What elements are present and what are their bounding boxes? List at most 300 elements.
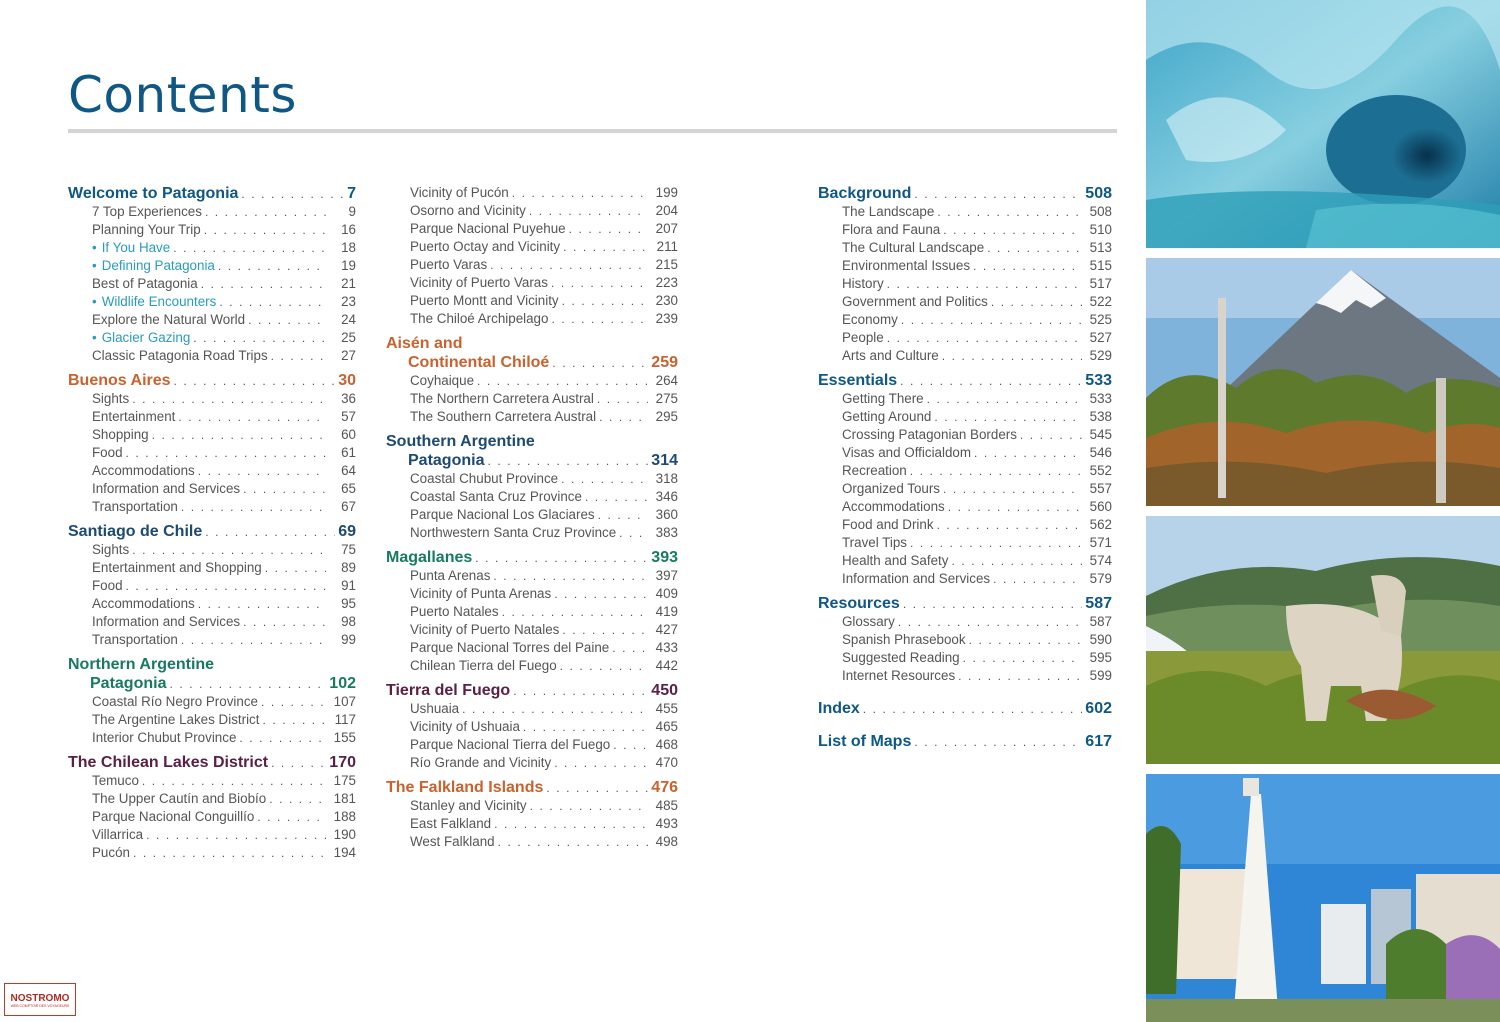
toc-entry[interactable] xyxy=(386,657,678,675)
leader-dots xyxy=(914,185,1082,203)
toc-entry[interactable] xyxy=(68,577,356,595)
toc-entry-label: Best of Patagonia xyxy=(92,276,198,291)
toc-entry-label: Flora and Fauna xyxy=(842,222,941,237)
bullet-icon: • xyxy=(92,294,97,309)
toc-entry[interactable] xyxy=(68,711,356,729)
toc-entry-label: Accommodations xyxy=(92,596,195,611)
leader-dots xyxy=(205,523,335,541)
toc-entry-page: 515 xyxy=(1089,258,1112,273)
section-heading-row[interactable] xyxy=(68,674,356,693)
toc-entry-label: Food xyxy=(92,445,123,460)
leader-dots xyxy=(942,347,1082,365)
section-heading-row[interactable] xyxy=(68,371,356,390)
leader-dots xyxy=(512,184,648,202)
leader-dots xyxy=(523,718,648,736)
toc-entry-page: 99 xyxy=(341,632,356,647)
section-page-number: 476 xyxy=(651,779,678,796)
toc-entry-label: Defining Patagonia xyxy=(101,258,215,273)
toc-entry-page: 239 xyxy=(655,311,678,326)
toc-section xyxy=(386,548,678,675)
leader-dots xyxy=(502,603,648,621)
section-heading-row[interactable] xyxy=(386,451,678,470)
toc-column-1 xyxy=(68,184,356,862)
section-page-number: 602 xyxy=(1085,700,1112,717)
toc-entry[interactable] xyxy=(68,559,356,577)
section-page-number: 259 xyxy=(651,354,678,371)
section-heading-continued: Patagonia xyxy=(408,452,485,469)
toc-entry-page: 533 xyxy=(1089,391,1112,406)
toc-entry[interactable] xyxy=(386,256,678,274)
toc-entry[interactable] xyxy=(68,826,356,844)
toc-entry-label: History xyxy=(842,276,884,291)
toc-entry-page: 546 xyxy=(1089,445,1112,460)
leader-dots xyxy=(462,700,648,718)
toc-entry[interactable] xyxy=(68,844,356,862)
toc-entry[interactable] xyxy=(386,470,678,488)
toc-entry-page: 19 xyxy=(341,258,356,273)
toc-entry[interactable] xyxy=(68,275,356,293)
section-heading-row[interactable] xyxy=(818,371,1112,390)
leader-dots xyxy=(133,844,326,862)
toc-entry-label: Vicinity of Pucón xyxy=(410,185,509,200)
toc-entry-page: 525 xyxy=(1089,312,1112,327)
toc-entry-page: 64 xyxy=(341,463,356,478)
section-heading-row[interactable] xyxy=(386,681,678,700)
toc-entry-label: Sights xyxy=(92,391,130,406)
toc-entry[interactable] xyxy=(386,736,678,754)
toc-entry[interactable] xyxy=(386,639,678,657)
bullet-icon: • xyxy=(92,330,97,345)
toc-entry[interactable] xyxy=(68,329,356,347)
toc-entry-label: Parque Nacional Los Glaciares xyxy=(410,507,595,522)
toc-entry[interactable] xyxy=(386,833,678,851)
toc-entry[interactable] xyxy=(68,595,356,613)
toc-entry[interactable] xyxy=(386,390,678,408)
leader-dots xyxy=(900,372,1082,390)
toc-entry-page: 60 xyxy=(341,427,356,442)
leader-dots xyxy=(513,682,648,700)
toc-entry[interactable] xyxy=(818,613,1112,631)
toc-entry[interactable] xyxy=(818,444,1112,462)
leader-dots xyxy=(262,711,326,729)
toc-entry[interactable] xyxy=(386,524,678,542)
leader-dots xyxy=(987,239,1082,257)
section-heading: Background xyxy=(818,185,912,202)
leader-dots xyxy=(551,310,648,328)
leader-dots xyxy=(475,549,648,567)
leader-dots xyxy=(198,595,326,613)
toc-entry-page: 190 xyxy=(333,827,356,842)
toc-entry[interactable] xyxy=(386,506,678,524)
toc-entry-label: Information and Services xyxy=(842,571,991,586)
toc-entry-page: 318 xyxy=(655,471,678,486)
leader-dots xyxy=(554,585,648,603)
toc-entry-label: Transportation xyxy=(92,499,178,514)
leader-dots xyxy=(152,426,326,444)
section-heading[interactable]: Northern Argentine xyxy=(68,656,215,673)
toc-entry-label: The Cultural Landscape xyxy=(842,240,985,255)
toc-entry-label: Information and Services xyxy=(92,481,241,496)
toc-entry-label: Planning Your Trip xyxy=(92,222,201,237)
leader-dots xyxy=(948,498,1082,516)
toc-entry[interactable] xyxy=(386,797,678,815)
leader-dots xyxy=(901,311,1082,329)
toc-entry[interactable] xyxy=(68,347,356,365)
toc-entry-page: 465 xyxy=(655,719,678,734)
leader-dots xyxy=(243,613,326,631)
toc-entry[interactable] xyxy=(68,541,356,559)
toc-entry-page: 571 xyxy=(1089,535,1112,550)
toc-entry-page: 557 xyxy=(1089,481,1112,496)
toc-entry-label: The Northern Carretera Austral xyxy=(410,391,594,406)
toc-entry-label: Entertainment and Shopping xyxy=(92,560,262,575)
toc-entry-page: 470 xyxy=(655,755,678,770)
toc-entry-label: Transportation xyxy=(92,632,178,647)
toc-entry-label: Parque Nacional Tierra del Fuego xyxy=(410,737,611,752)
toc-entry-label: Coastal Santa Cruz Province xyxy=(410,489,582,504)
toc-entry[interactable] xyxy=(68,408,356,426)
section-heading-row[interactable] xyxy=(68,184,356,203)
toc-entry-page: 65 xyxy=(341,481,356,496)
leader-dots xyxy=(599,408,648,426)
toc-entry-page: 188 xyxy=(333,809,356,824)
toc-entry[interactable] xyxy=(386,202,678,220)
toc-entry[interactable] xyxy=(68,693,356,711)
toc-section xyxy=(68,371,356,516)
toc-entry-label: Vicinity of Puerto Natales xyxy=(410,622,560,637)
leader-dots xyxy=(204,221,326,239)
section-heading: Tierra del Fuego xyxy=(386,682,511,699)
leader-dots xyxy=(927,390,1082,408)
toc-entry-label: Shopping xyxy=(92,427,149,442)
leader-dots xyxy=(562,621,648,639)
toc-entry[interactable] xyxy=(818,426,1112,444)
toc-entry[interactable] xyxy=(818,570,1112,588)
toc-entry[interactable] xyxy=(386,603,678,621)
toc-entry-page: 574 xyxy=(1089,553,1112,568)
toc-entry[interactable] xyxy=(818,311,1112,329)
toc-entry-label: Organized Tours xyxy=(842,481,941,496)
toc-entry[interactable] xyxy=(68,426,356,444)
toc-section xyxy=(386,681,678,772)
leader-dots xyxy=(914,733,1082,751)
leader-dots xyxy=(934,408,1082,426)
toc-entry[interactable] xyxy=(68,221,356,239)
section-page-number: 69 xyxy=(338,523,356,540)
toc-entry[interactable] xyxy=(68,239,356,257)
toc-entry[interactable] xyxy=(386,274,678,292)
toc-entry[interactable] xyxy=(818,390,1112,408)
toc-entry[interactable] xyxy=(68,311,356,329)
toc-entry-label: The Southern Carretera Austral xyxy=(410,409,597,424)
bullet-icon: • xyxy=(92,258,97,273)
section-heading-row[interactable] xyxy=(386,548,678,567)
section-page-number: 533 xyxy=(1085,372,1112,389)
leader-dots xyxy=(265,559,326,577)
toc-entry-page: 508 xyxy=(1089,204,1112,219)
toc-entry[interactable] xyxy=(386,184,678,202)
toc-entry-page: 587 xyxy=(1089,614,1112,629)
toc-entry[interactable] xyxy=(68,631,356,649)
leader-dots xyxy=(193,329,326,347)
toc-entry-label: Glossary xyxy=(842,614,895,629)
toc-entry[interactable] xyxy=(818,257,1112,275)
section-heading-continued: Patagonia xyxy=(90,675,167,692)
toc-entry[interactable] xyxy=(68,480,356,498)
toc-section xyxy=(818,371,1112,588)
section-heading-row[interactable] xyxy=(818,699,1112,718)
toc-entry-page: 36 xyxy=(341,391,356,406)
toc-section xyxy=(386,184,678,328)
toc-entry[interactable] xyxy=(68,462,356,480)
leader-dots xyxy=(937,203,1082,221)
toc-entry-page: 207 xyxy=(655,221,678,236)
leader-dots xyxy=(487,452,648,470)
toc-entry-label: Getting Around xyxy=(842,409,932,424)
toc-entry-label: Puerto Varas xyxy=(410,257,488,272)
toc-entry[interactable] xyxy=(818,347,1112,365)
toc-entry[interactable] xyxy=(68,257,356,275)
leader-dots xyxy=(560,657,648,675)
toc-entry-page: 493 xyxy=(655,816,678,831)
toc-entry[interactable] xyxy=(68,808,356,826)
section-page-number: 587 xyxy=(1085,595,1112,612)
toc-entry[interactable] xyxy=(386,372,678,390)
toc-entry[interactable] xyxy=(68,729,356,747)
toc-entry-label: Explore the Natural World xyxy=(92,312,246,327)
toc-entry[interactable] xyxy=(818,275,1112,293)
toc-entry-label: Crossing Patagonian Borders xyxy=(842,427,1017,442)
toc-entry[interactable] xyxy=(386,567,678,585)
toc-entry[interactable] xyxy=(386,238,678,256)
leader-dots xyxy=(910,462,1082,480)
section-heading-row[interactable] xyxy=(818,732,1112,751)
leader-dots xyxy=(597,390,648,408)
toc-entry-page: 75 xyxy=(341,542,356,557)
toc-entry-label: Internet Resources xyxy=(842,668,956,683)
toc-entry-label: Food xyxy=(92,578,123,593)
leader-dots xyxy=(958,667,1082,685)
section-heading-row[interactable] xyxy=(68,522,356,541)
toc-entry-label: Travel Tips xyxy=(842,535,907,550)
section-page-number: 450 xyxy=(651,682,678,699)
section-heading: Welcome to Patagonia xyxy=(68,185,239,202)
toc-entry[interactable] xyxy=(386,310,678,328)
leader-dots xyxy=(910,534,1082,552)
toc-entry[interactable] xyxy=(386,408,678,426)
toc-entry[interactable] xyxy=(386,718,678,736)
toc-entry[interactable] xyxy=(818,293,1112,311)
toc-entry-page: 590 xyxy=(1089,632,1112,647)
toc-entry-label: Puerto Octay and Vicinity xyxy=(410,239,561,254)
toc-entry[interactable] xyxy=(386,220,678,238)
leader-dots xyxy=(529,202,648,220)
toc-entry-label: People xyxy=(842,330,884,345)
nostromo-logo xyxy=(4,983,76,1016)
toc-entry-page: 427 xyxy=(655,622,678,637)
toc-entry[interactable] xyxy=(68,498,356,516)
page-title: Contents xyxy=(68,66,297,124)
toc-entry-label: Parque Nacional Torres del Paine xyxy=(410,640,610,655)
toc-entry-page: 419 xyxy=(655,604,678,619)
leader-dots xyxy=(563,238,648,256)
leader-dots xyxy=(863,700,1083,718)
toc-entry[interactable] xyxy=(68,444,356,462)
toc-entry-page: 199 xyxy=(655,185,678,200)
toc-entry[interactable] xyxy=(818,631,1112,649)
leader-dots xyxy=(969,631,1082,649)
section-page-number: 314 xyxy=(651,452,678,469)
toc-entry-label: Accommodations xyxy=(92,463,195,478)
toc-entry-page: 23 xyxy=(341,294,356,309)
toc-entry[interactable] xyxy=(386,488,678,506)
section-heading-row[interactable] xyxy=(818,594,1112,613)
toc-entry-page: 522 xyxy=(1089,294,1112,309)
toc-entry[interactable] xyxy=(818,221,1112,239)
toc-entry[interactable] xyxy=(68,390,356,408)
toc-entry-label: Suggested Reading xyxy=(842,650,960,665)
toc-entry[interactable] xyxy=(818,203,1112,221)
leader-dots xyxy=(612,639,648,657)
leader-dots xyxy=(201,275,326,293)
toc-entry[interactable] xyxy=(818,329,1112,347)
section-heading: Resources xyxy=(818,595,900,612)
leader-dots xyxy=(493,567,648,585)
toc-entry-page: 529 xyxy=(1089,348,1112,363)
leader-dots xyxy=(248,311,326,329)
toc-entry[interactable] xyxy=(818,534,1112,552)
toc-entry-page: 67 xyxy=(341,499,356,514)
section-page-number: 102 xyxy=(329,675,356,692)
toc-entry-page: 264 xyxy=(655,373,678,388)
toc-entry-label: Food and Drink xyxy=(842,517,934,532)
toc-entry[interactable] xyxy=(386,292,678,310)
leader-dots xyxy=(551,274,648,292)
toc-entry-label: Visas and Officialdom xyxy=(842,445,972,460)
toc-entry-label: The Argentine Lakes District xyxy=(92,712,260,727)
toc-entry-page: 397 xyxy=(655,568,678,583)
section-heading[interactable]: Aisén and xyxy=(386,335,463,352)
toc-entry[interactable] xyxy=(68,293,356,311)
section-heading: Santiago de Chile xyxy=(68,523,203,540)
toc-entry-label: Recreation xyxy=(842,463,907,478)
leader-dots xyxy=(132,541,326,559)
section-heading-continued: Continental Chiloé xyxy=(408,354,550,371)
toc-entry-page: 295 xyxy=(655,409,678,424)
toc-entry[interactable] xyxy=(386,585,678,603)
toc-entry[interactable] xyxy=(818,516,1112,534)
toc-entry-label: West Falkland xyxy=(410,834,495,849)
toc-entry[interactable] xyxy=(818,239,1112,257)
toc-entry-page: 552 xyxy=(1089,463,1112,478)
toc-entry-label: 7 Top Experiences xyxy=(92,204,202,219)
toc-entry-label: East Falkland xyxy=(410,816,492,831)
toc-entry-label: Coastal Chubut Province xyxy=(410,471,559,486)
leader-dots xyxy=(142,772,326,790)
toc-entry-page: 211 xyxy=(656,239,678,254)
leader-dots xyxy=(126,577,326,595)
toc-entry-label: Villarrica xyxy=(92,827,144,842)
toc-entry[interactable] xyxy=(818,552,1112,570)
leader-dots xyxy=(951,552,1082,570)
toc-entry-page: 230 xyxy=(655,293,678,308)
section-heading-row[interactable] xyxy=(68,753,356,772)
toc-entry[interactable] xyxy=(386,754,678,772)
toc-entry-label: Classic Patagonia Road Trips xyxy=(92,348,268,363)
toc-entry-label: The Chiloé Archipelago xyxy=(410,311,549,326)
toc-entry-page: 155 xyxy=(333,730,356,745)
toc-entry-label: Arts and Culture xyxy=(842,348,939,363)
leader-dots xyxy=(937,516,1082,534)
toc-entry[interactable] xyxy=(818,649,1112,667)
toc-section xyxy=(818,184,1112,365)
section-heading[interactable]: Southern Argentine xyxy=(386,433,535,450)
toc-entry[interactable] xyxy=(818,462,1112,480)
section-heading-row[interactable] xyxy=(818,184,1112,203)
toc-entry-page: 562 xyxy=(1089,517,1112,532)
toc-entry-page: 61 xyxy=(341,445,356,460)
toc-entry-label: Sights xyxy=(92,542,130,557)
toc-entry-label: Temuco xyxy=(92,773,139,788)
toc-entry[interactable] xyxy=(386,700,678,718)
toc-entry[interactable] xyxy=(386,815,678,833)
leader-dots xyxy=(898,613,1082,631)
title-divider xyxy=(68,129,1117,133)
toc-entry-page: 510 xyxy=(1089,222,1112,237)
toc-entry-page: 175 xyxy=(333,773,356,788)
toc-entry[interactable] xyxy=(818,408,1112,426)
leader-dots xyxy=(271,754,326,772)
section-page-number: 7 xyxy=(347,185,356,202)
badge-name: NOSTROMO xyxy=(10,993,70,1004)
toc-entry[interactable] xyxy=(68,790,356,808)
toc-entry-label: Punta Arenas xyxy=(410,568,491,583)
toc-entry-page: 27 xyxy=(341,348,356,363)
toc-entry-page: 24 xyxy=(341,312,356,327)
toc-entry-page: 455 xyxy=(655,701,678,716)
toc-entry-page: 204 xyxy=(655,203,678,218)
toc-section xyxy=(818,732,1112,751)
toc-entry-label: Puerto Montt and Vicinity xyxy=(410,293,559,308)
section-heading-row[interactable] xyxy=(386,778,678,797)
toc-entry[interactable] xyxy=(386,621,678,639)
leader-dots xyxy=(1020,426,1082,444)
section-heading: List of Maps xyxy=(818,733,912,750)
toc-entry-label: Coyhaique xyxy=(410,373,475,388)
leader-dots xyxy=(261,693,326,711)
toc-entry[interactable] xyxy=(818,667,1112,685)
toc-entry-label: Pucón xyxy=(92,845,130,860)
section-heading-row[interactable] xyxy=(386,353,678,372)
toc-entry-label: Parque Nacional Conguillío xyxy=(92,809,255,824)
toc-entry-label: Río Grande and Vicinity xyxy=(410,755,552,770)
toc-entry-label: Wildlife Encounters xyxy=(101,294,217,309)
toc-entry-label: The Landscape xyxy=(842,204,935,219)
leader-dots xyxy=(243,480,326,498)
toc-entry-label: Getting There xyxy=(842,391,924,406)
section-heading: Magallanes xyxy=(386,549,473,566)
leader-dots xyxy=(490,256,648,274)
toc-entry[interactable] xyxy=(68,772,356,790)
toc-entry[interactable] xyxy=(818,480,1112,498)
toc-entry[interactable] xyxy=(68,613,356,631)
toc-entry-label: Entertainment xyxy=(92,409,176,424)
toc-entry-page: 18 xyxy=(341,240,356,255)
toc-entry-page: 9 xyxy=(348,204,356,219)
toc-entry[interactable] xyxy=(818,498,1112,516)
toc-entry[interactable] xyxy=(68,203,356,221)
toc-entry-page: 468 xyxy=(655,737,678,752)
